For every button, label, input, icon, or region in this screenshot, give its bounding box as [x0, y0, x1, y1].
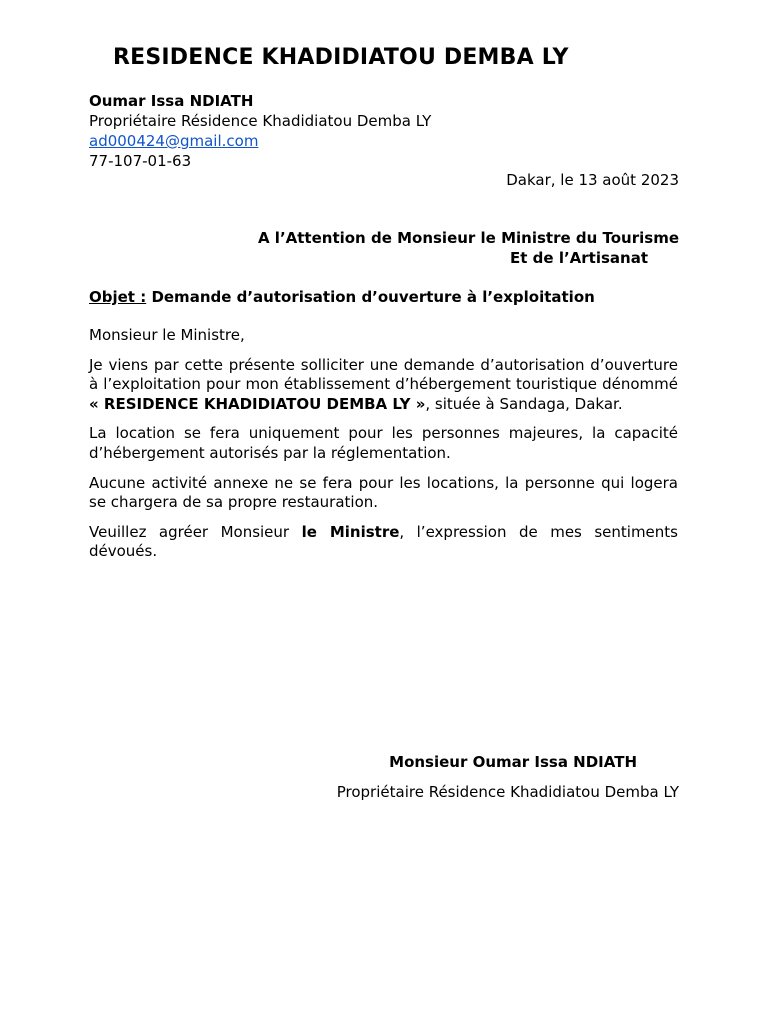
body-p1-location: , située à Sandaga, Dakar.	[425, 394, 623, 413]
sender-block	[89, 91, 689, 171]
letter-body	[89, 326, 678, 572]
body-p4-ministre: le Ministre	[301, 522, 400, 541]
body-paragraph-2: La location se fera uniquement pour les personnes majeures, la capacité d’hébergement autorisés par la réglementation.	[89, 424, 678, 462]
body-paragraph-4	[89, 523, 678, 562]
signature-name: Monsieur Oumar Issa NDIATH	[389, 753, 637, 771]
objet-line	[89, 287, 689, 307]
letter-title: RESIDENCE KHADIDIATOU DEMBA LY	[113, 45, 569, 70]
attention-line-2: Et de l’Artisanat	[510, 249, 648, 267]
signature-block	[89, 752, 679, 802]
sender-email-link[interactable]: ad000424@gmail.com	[89, 132, 259, 150]
body-p4-closing: , l’expression de mes sentiments dévoués.	[89, 522, 678, 561]
sender-name: Oumar Issa NDIATH	[89, 92, 254, 110]
salutation: Monsieur le Ministre,	[89, 326, 245, 344]
body-paragraph-1	[89, 356, 678, 415]
body-paragraph-3: Aucune activité annexe ne se fera pour les locations, la personne qui logera se chargera de sa propre restauration.	[89, 473, 678, 512]
body-p4-text: Veuillez agréer Monsieur	[89, 522, 302, 541]
date-line: Dakar, le 13 août 2023	[506, 171, 679, 189]
signature-role: Propriétaire Résidence Khadidiatou Demba LY	[336, 783, 679, 801]
attention-line-1: A l’Attention de Monsieur le Ministre du Tourisme	[257, 229, 679, 247]
attention-block	[89, 228, 679, 268]
objet-text: Demande d’autorisation d’ouverture à l’exploitation	[151, 288, 595, 306]
body-p1-residence-name: « RESIDENCE KHADIDIATOU DEMBA LY »	[89, 394, 426, 413]
objet-label: Objet :	[89, 288, 147, 306]
sender-phone: 77-107-01-63	[89, 152, 192, 170]
body-p1-text: Je viens par cette présente solliciter une demande d’autorisation d’ouverture à l’exploitation pour mon établissement d’hébergement touristique dénommé	[89, 355, 678, 394]
sender-role: Propriétaire Résidence Khadidiatou Demba LY	[89, 112, 432, 130]
